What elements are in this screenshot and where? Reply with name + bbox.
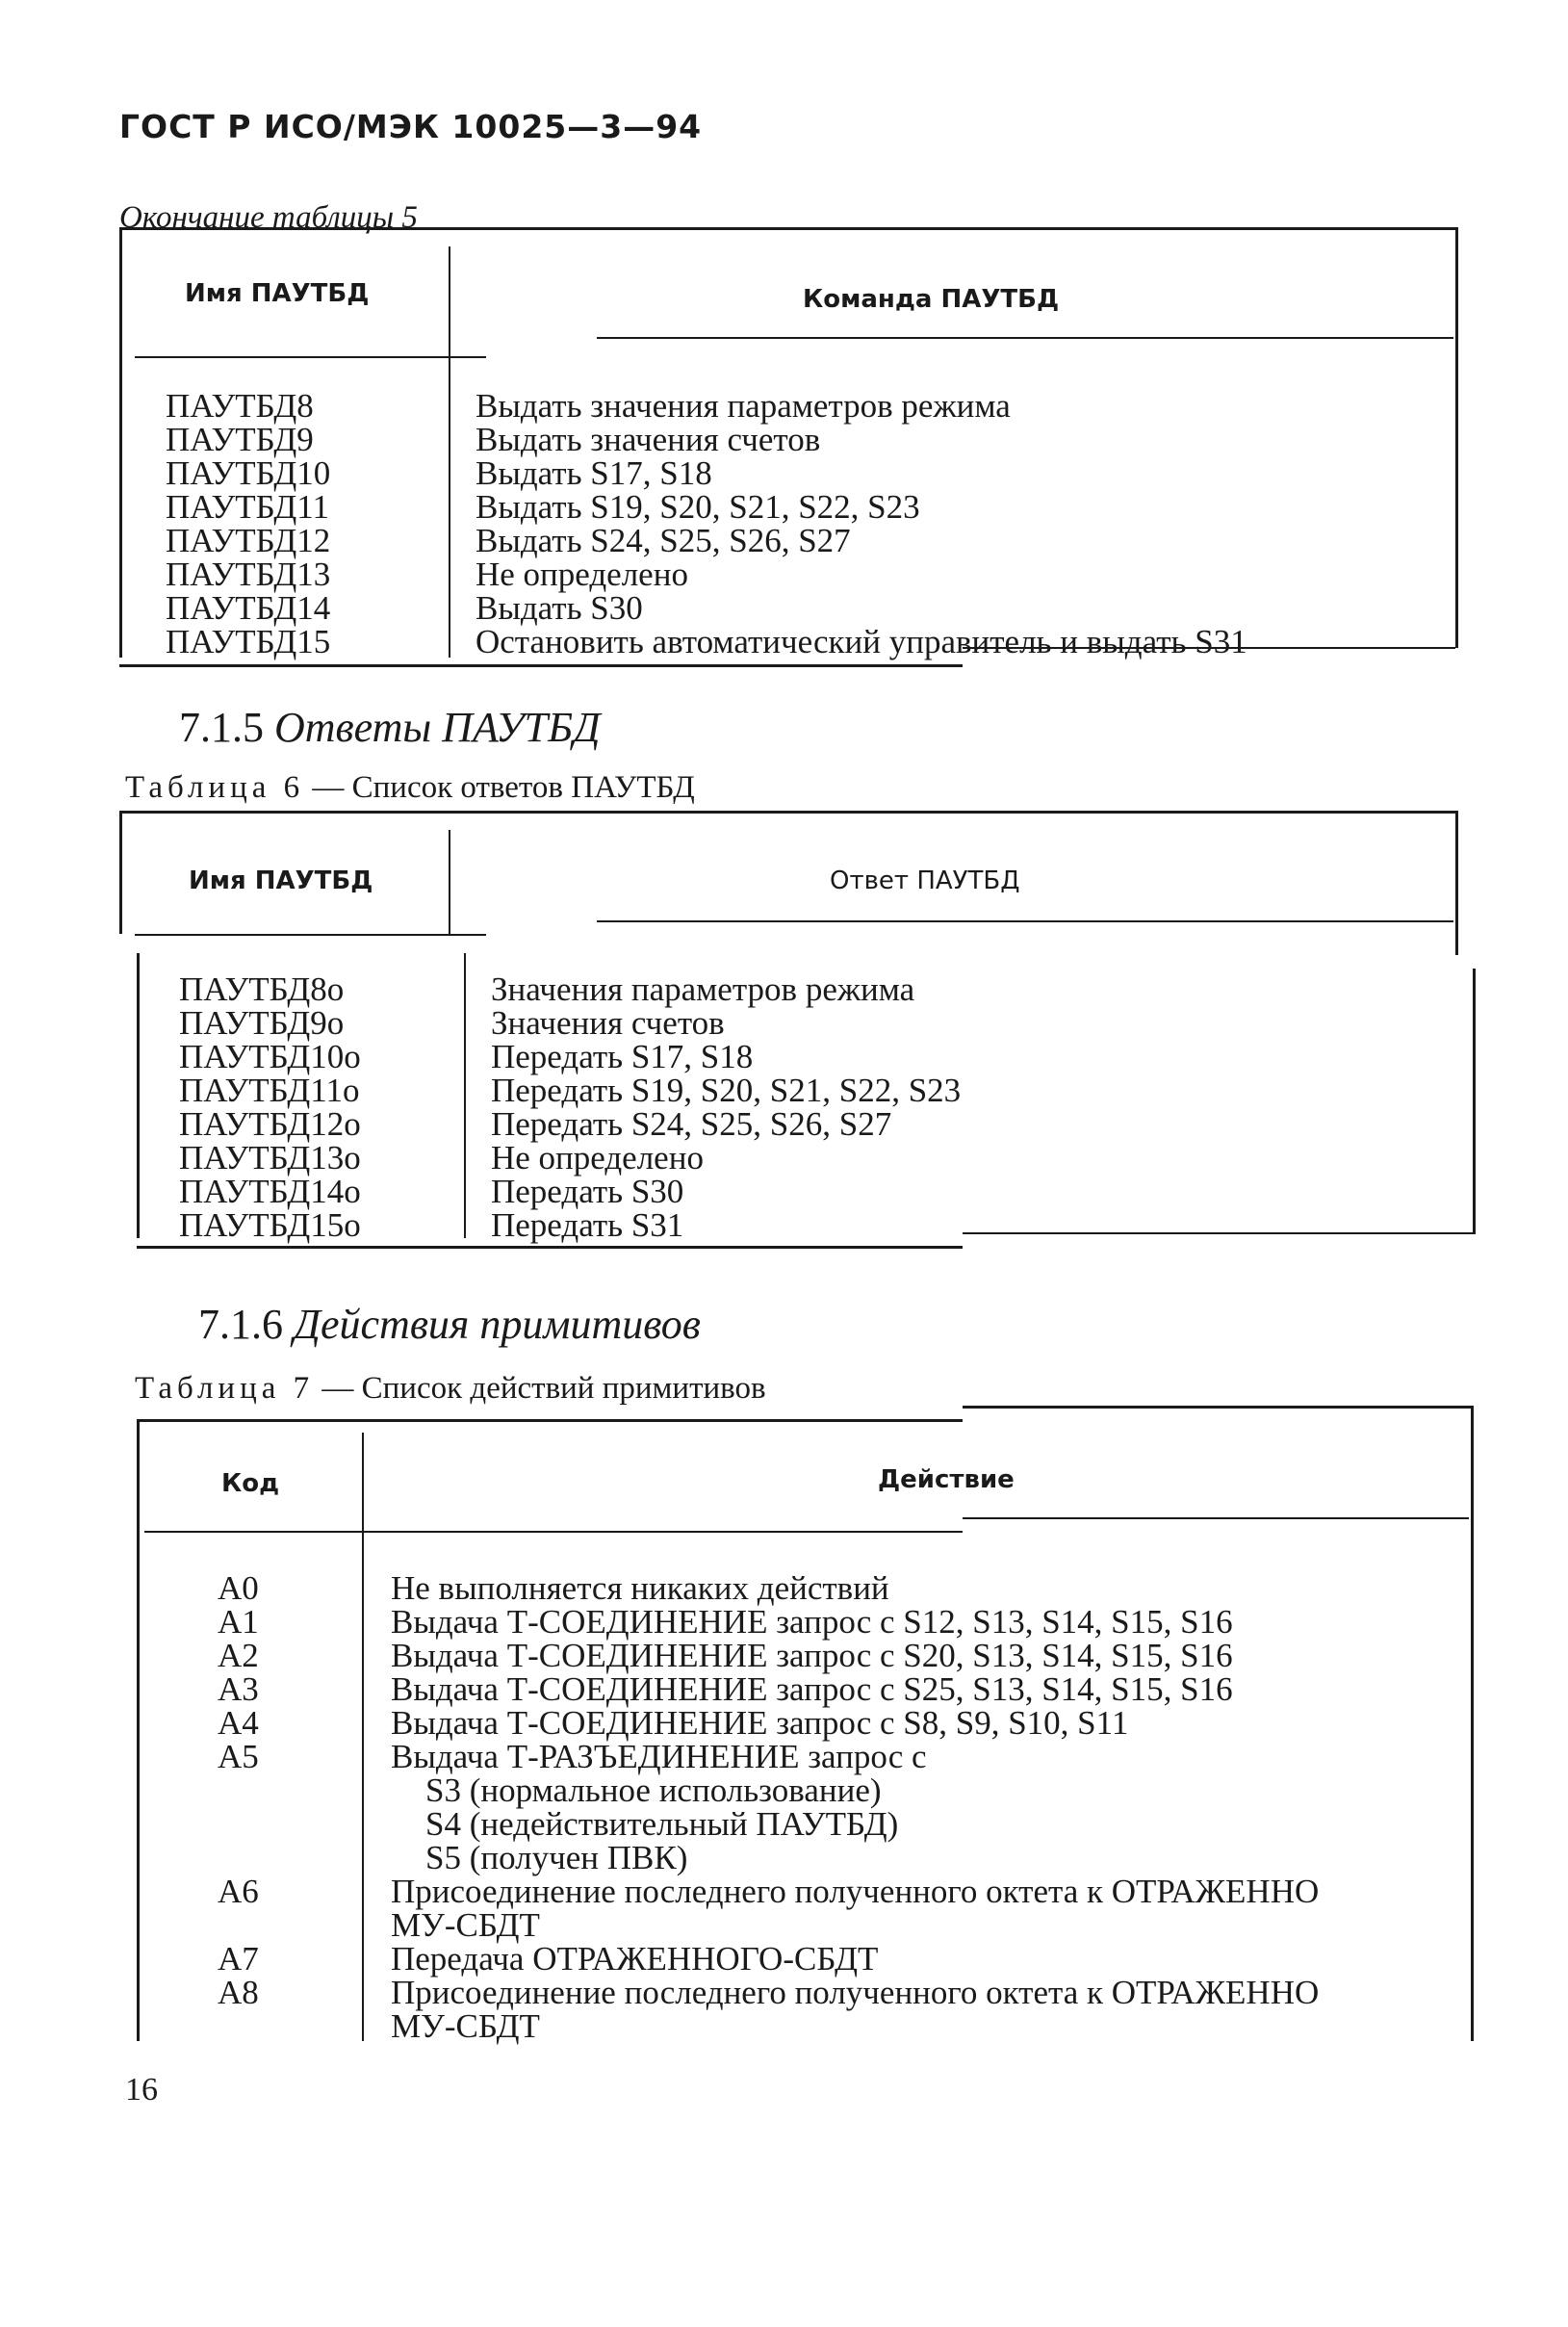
table6-bottom-border [137,1246,963,1249]
table7-col2-header: Действие [878,1465,1015,1494]
table6-column-divider-upper [449,830,450,934]
section-7-1-6-heading [198,1300,701,1349]
table6-answer-cell: Не определено [491,1139,704,1176]
table5-command-cell: Остановить автоматический управитель и выдать S31 [476,623,1247,660]
table5-name-cell: ПАУТБД10 [166,454,331,492]
table5-name-cell: ПАУТБД9 [166,421,314,458]
table5-command-cell: Выдать значения счетов [476,421,821,458]
table5-name-cell: ПАУТБД11 [166,488,329,526]
table6-column-divider-lower [464,953,466,1238]
table5-command-cell: Выдать S24, S25, S26, S27 [476,522,851,559]
table7-top-border [137,1419,963,1422]
table6-name-cell: ПАУТБД11о [179,1072,360,1109]
table7-action-cell: Присоединение последнего полученного октета к ОТРАЖЕННО [391,1873,1320,1910]
table7-action-cell: Передача ОТРАЖЕННОГО-СБДТ [391,1940,879,1978]
table7-code-cell: А0 [218,1569,259,1607]
table5-command-cell: Выдать S30 [476,589,643,627]
table5-header-rule-right [597,337,1453,339]
table6-name-cell: ПАУТБД14о [179,1173,361,1210]
table7-action-cell: Выдача Т-СОЕДИНЕНИЕ запрос с S12, S13, S14, S15, S16 [391,1603,1233,1641]
section-title: Действия примитивов [294,1301,701,1348]
table6-left-border-lower [137,953,140,1238]
table7-action-cell: S5 (получен ПВК) [425,1839,688,1876]
table7-action-cell: Не выполняется никаких действий [391,1569,889,1607]
table7-action-cell: S3 (нормальное использование) [425,1771,882,1809]
table6-left-border-upper [119,811,122,934]
section-number: 7.1.5 [179,704,264,751]
table6-answers-column [491,972,961,1242]
document-header: ГОСТ Р ИСО/МЭК 10025—3—94 [119,108,703,145]
table7-header-rule-right [963,1517,1469,1519]
table6-top-border [119,811,1457,814]
table5-name-cell: ПАУТБД14 [166,589,331,627]
table5-caption: Окончание таблицы 5 [119,200,418,235]
section-title: Ответы ПАУТБД [274,704,601,751]
table7-code-cell: А1 [218,1603,259,1641]
table7-code-cell: А3 [218,1670,259,1708]
table6-name-cell: ПАУТБД15о [179,1206,361,1244]
table6-header-rule-left [135,934,486,936]
section-number: 7.1.6 [198,1301,283,1348]
table7-action-cell: МУ-СБДТ [391,1906,540,1944]
table6-answer-cell: Передать S17, S18 [491,1038,754,1075]
table6-answer-cell: Передать S30 [491,1173,684,1210]
table7-action-cell: Выдача Т-СОЕДИНЕНИЕ запрос с S8, S9, S10, S11 [391,1704,1129,1742]
table7-left-border [137,1419,140,2041]
table5-names-column [166,389,330,659]
table6-col2-header: Ответ ПАУТБД [830,866,1020,895]
table5-command-cell: Не определено [476,556,688,593]
table6-right-border-upper [1455,811,1458,955]
table5-command-cell: Выдать S19, S20, S21, S22, S23 [476,488,920,526]
table5-command-cell: Выдать S17, S18 [476,454,712,492]
table5-name-cell: ПАУТБД13 [166,556,331,593]
table7-actions-column [391,1571,1319,2043]
table6-bottom-border-right [963,1232,1475,1234]
table7-caption-label: Таблица 7 [135,1371,315,1406]
table6-answer-cell: Передать S24, S25, S26, S27 [491,1105,892,1143]
table6-answer-cell: Передать S19, S20, S21, S22, S23 [491,1072,962,1109]
table7-code-cell [218,2009,259,2043]
table6-caption-text: — Список ответов ПАУТБД [304,770,695,805]
table6-right-border-lower [1473,969,1476,1234]
table5-bottom-border [119,664,963,667]
table7-column-divider [362,1433,364,2041]
table6-name-cell: ПАУТБД12о [179,1105,361,1143]
table7-action-cell: Выдача Т-РАЗЪЕДИНЕНИЕ запрос с [391,1738,927,1775]
table7-code-cell: А5 [218,1738,259,1775]
table6-answer-cell: Значения счетов [491,1004,725,1042]
table6-names-column [179,972,361,1242]
table6-caption [125,770,695,806]
table5-column-divider [449,246,450,658]
table7-code-cell: А2 [218,1637,259,1674]
table7-code-cell: А7 [218,1940,259,1978]
table7-header-rule-left [144,1531,963,1533]
table5-name-cell: ПАУТБД15 [166,623,331,660]
table5-col1-header: Имя ПАУТБД [185,279,370,308]
table7-action-cell: S4 (недействительный ПАУТБД) [425,1805,899,1843]
table7-action-cell: Выдача Т-СОЕДИНЕНИЕ запрос с S20, S13, S14, S15, S16 [391,1637,1233,1674]
table7-col1-header: Код [221,1469,280,1498]
table7-code-cell [218,1807,259,1841]
table6-answer-cell: Передать S31 [491,1206,684,1244]
table7-code-cell [218,1841,259,1875]
table6-answer-cell: Значения параметров режима [491,970,915,1008]
page-number: 16 [125,2072,158,2107]
table6-header-rule-right [597,920,1453,922]
table7-code-cell [218,1908,259,1942]
table5-commands-column [476,389,1247,659]
table7-code-cell: А6 [218,1873,259,1910]
table7-code-cell: А8 [218,1974,259,2011]
table7-action-cell: Присоединение последнего полученного октета к ОТРАЖЕННО [391,1974,1320,2011]
table7-action-cell: МУ-СБДТ [391,2007,540,2045]
table7-action-cell: Выдача Т-СОЕДИНЕНИЕ запрос с S25, S13, S14, S15, S16 [391,1670,1233,1708]
table5-bottom-border-right [963,647,1455,649]
table7-code-cell [218,1773,259,1807]
table6-name-cell: ПАУТБД8о [179,970,345,1008]
table6-name-cell: ПАУТБД10о [179,1038,361,1075]
table5-right-border [1455,227,1458,648]
section-7-1-5-heading [179,703,601,752]
table7-right-border [1471,1406,1474,2041]
table7-caption-text: — Список действий примитивов [314,1371,766,1406]
table5-name-cell: ПАУТБД12 [166,522,331,559]
table7-caption [135,1371,766,1407]
table5-left-border [119,227,122,658]
table7-top-border-right [963,1406,1473,1409]
table6-name-cell: ПАУТБД13о [179,1139,361,1176]
table7-codes-column [218,1571,259,2043]
table5-command-cell: Выдать значения параметров режима [476,387,1011,425]
table6-caption-label: Таблица 6 [125,770,305,805]
table5-name-cell: ПАУТБД8 [166,387,314,425]
table5-top-border [119,227,1457,230]
table5-header-rule-left [135,356,486,358]
table5-col2-header: Команда ПАУТБД [803,285,1060,314]
table6-col1-header: Имя ПАУТБД [189,866,373,895]
table7-code-cell: А4 [218,1704,259,1742]
table6-name-cell: ПАУТБД9о [179,1004,345,1042]
